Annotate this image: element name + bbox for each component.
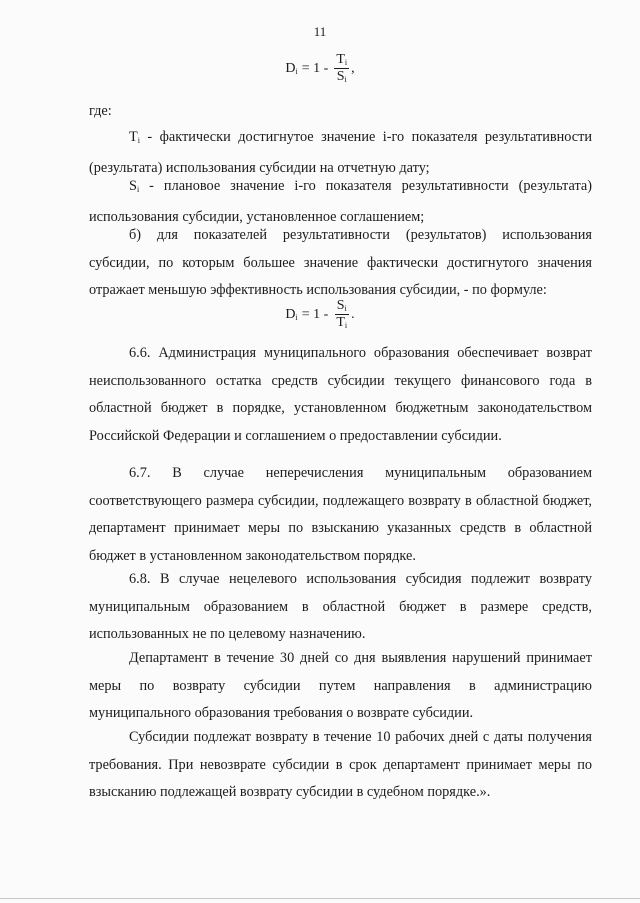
formula-numerator: $S_i$ xyxy=(335,298,349,315)
paragraph-6-6: 6.6. Администрация муниципального образования обеспечивает возврат неиспользованного остатка средств субсидии текущего финансового года в областной бюджет в порядке, установленном бюджетным законодательством Российской Федерации и соглашением о предоставлении субсидии. xyxy=(89,345,592,444)
formula-di-st xyxy=(0,298,640,331)
formula-lhs: $D_i$ xyxy=(285,60,298,76)
formula-eq: = 1 - xyxy=(301,306,329,322)
formula-numerator: $T_i$ xyxy=(334,52,349,69)
formula-tail: . xyxy=(351,306,355,322)
paragraph-6-8: 6.8. В случае нецелевого использования субсидия подлежит возврату муниципальным образованием в областной бюджет в размере средств, использованных не по целевому назначению. xyxy=(89,571,592,643)
si-definition: $S_i$ - плановое значение i-го показателя результативности (результата) использования субсидии, установленное соглашением; xyxy=(89,178,592,225)
formula-denominator: $T_i$ xyxy=(336,315,348,331)
formula-lhs: $D_i$ xyxy=(285,306,298,322)
paragraph-department: Департамент в течение 30 дней со дня выявления нарушений принимает меры по возврату субсидии путем направления в администрацию муниципального образования требования о возврате субсидии. xyxy=(89,650,592,722)
formula-di-ts xyxy=(0,52,640,85)
item-b: б) для показателей результативности (результатов) использования субсидии, по которым большее значение фактически достигнутого значения отражает меньшую эффективность использования субсидии, - по формуле: xyxy=(89,227,592,299)
formula-tail: , xyxy=(351,60,355,76)
paragraph-6-7: 6.7. В случае неперечисления муниципальным образованием соответствующего размера субсидии, подлежащего возврату в областной бюджет, департамент принимает меры по взысканию указанных средств в областной бюджет в установленном законодательством порядке. xyxy=(89,465,592,564)
page-number: 11 xyxy=(313,24,327,39)
formula-denominator: $S_i$ xyxy=(336,69,347,85)
formula-fraction xyxy=(334,52,349,85)
formula-eq: = 1 - xyxy=(301,60,329,76)
formula-fraction xyxy=(334,298,349,331)
ti-definition: $T_i$ - фактически достигнутое значение i-го показателя результативности (результата) использования субсидии на отчетную дату; xyxy=(89,129,592,176)
paragraph-subsidies-return: Субсидии подлежат возврату в течение 10 рабочих дней с даты получения требования. При невозврате субсидии в срок департамент принимает меры по взысканию подлежащей возврату субсидии в судебном порядке.». xyxy=(89,729,592,801)
where-label: где: xyxy=(89,103,112,119)
page-bottom-edge xyxy=(0,898,640,899)
